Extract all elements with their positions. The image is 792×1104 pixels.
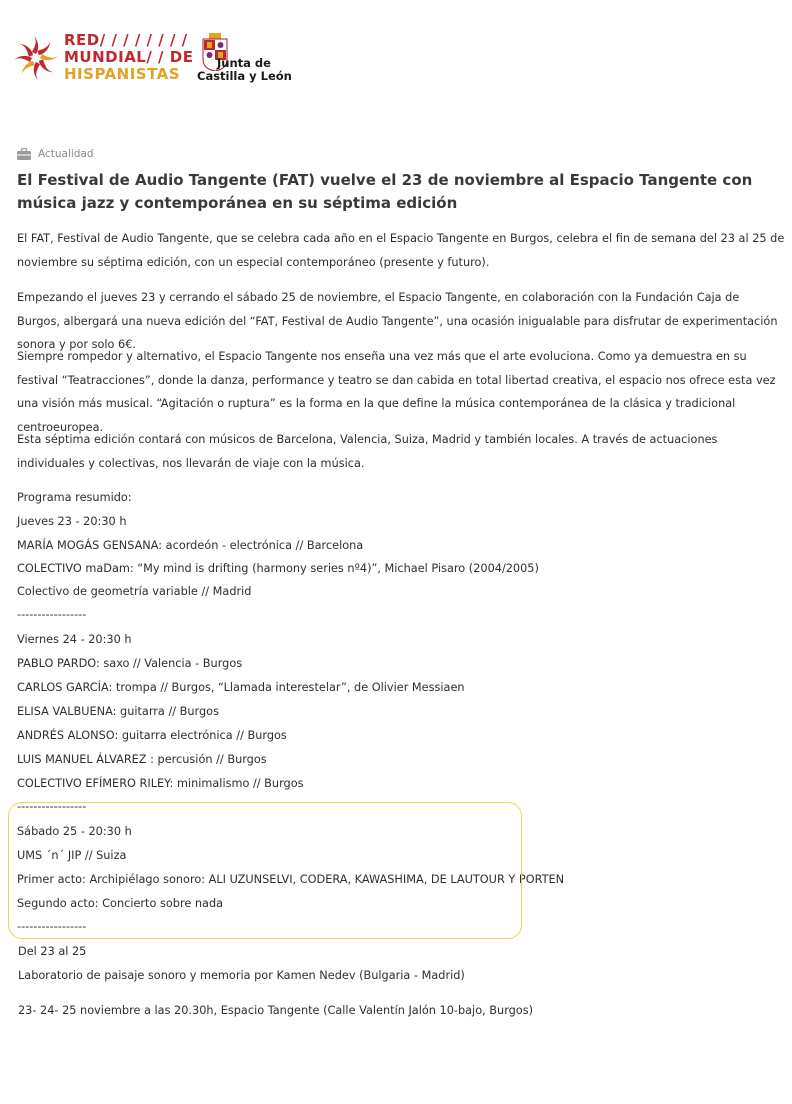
category-label: Actualidad [38,148,94,160]
program-separator: ----------------- [17,920,87,933]
footer-line: Laboratorio de paisaje sonoro y memoria por Kamen Nedev (Bulgaria - Madrid) [18,969,465,982]
program-line: CARLOS GARCÍA: trompa // Burgos, “Llamada interestelar”, de Olivier Messiaen [17,681,465,694]
footer-line: 23- 24- 25 noviembre a las 20.30h, Espacio Tangente (Calle Valentín Jalón 10-bajo, Burgos) [18,1004,534,1017]
program-line: COLECTIVO EFÍMERO RILEY: minimalismo // Burgos [17,777,304,790]
logo-line-3: HISPANISTAS [64,65,181,83]
article-category[interactable] [17,145,94,163]
program-line: ANDRÉS ALONSO: guitarra electrónica // Burgos [17,729,287,742]
logo-line-2: MUNDIAL/ / DE [64,48,194,66]
article-paragraph-4: Esta séptima edición contará con músicos de Barcelona, Valencia, Suiza, Madrid y también locales. A través de actuaciones individuales y colectivas, nos llevarán de viaje con la música. [17,433,718,470]
sun-logo-icon [14,34,58,82]
program-line: Programa resumido: [17,491,132,504]
program-separator: ----------------- [17,800,87,813]
program-line: COLECTIVO maDam: “My mind is drifting (harmony series nº4)”, Michael Pisaro (2004/2005) [17,562,539,575]
briefcase-icon [17,148,31,160]
program-line: MARÍA MOGÁS GENSANA: acordeón - electrónica // Barcelona [17,539,364,552]
footer-line: Del 23 al 25 [18,945,87,958]
program-line: Colectivo de geometría variable // Madrid [17,585,252,598]
program-line: Jueves 23 - 20:30 h [17,515,127,528]
jcyl-line-2: Castilla y León [197,69,292,83]
article-paragraph-1: El FAT, Festival de Audio Tangente, que se celebra cada año en el Espacio Tangente en Burgos, celebra el fin de semana del 23 al 25 de noviembre su séptima edición, con un especial contemporáneo (presente y futuro). [17,232,785,269]
logo-line-1: RED/ / / / / / / / [64,31,188,49]
logo-wordmark [64,32,193,83]
program-line: Sábado 25 - 20:30 h [17,825,132,838]
program-line: ELISA VALBUENA: guitarra // Burgos [17,705,219,718]
program-line: Segundo acto: Concierto sobre nada [17,897,224,910]
junta-castilla-leon-logo[interactable] [197,33,297,87]
program-line: Viernes 24 - 20:30 h [17,633,132,646]
article-paragraph-2: Empezando el jueves 23 y cerrando el sábado 25 de noviembre, el Espacio Tangente, en colaboración con la Fundación Caja de Burgos, albergará una nueva edición del “FAT, Festival de Audio Tangente”, una ocasión inigualable para disfrutar de experimentación sonora y por solo 6€. [17,291,778,351]
red-mundial-hispanistas-logo[interactable] [14,31,194,86]
article-title: El Festival de Audio Tangente (FAT) vuelve el 23 de noviembre al Espacio Tangente con música jazz y contemporánea en su séptima edición [17,171,753,212]
article-paragraph-3: Siempre rompedor y alternativo, el Espacio Tangente nos enseña una vez más que el arte evoluciona. Como ya demuestra en su festival “Teatracciones”, donde la danza, performance y teatro se dan cabida en total libertad creativa, el espacio nos ofrece esta vez una visión más musical. “Agitación o ruptura” es la forma en la que define la música contemporánea de la clásica y tradicional centroeuropea. [17,350,776,434]
program-line: UMS ´n´ JIP // Suiza [17,849,127,862]
jcyl-line-1: Junta de [217,56,271,70]
site-header [0,0,792,110]
program-line: PABLO PARDO: saxo // Valencia - Burgos [17,657,243,670]
program-line: LUIS MANUEL ÁLVAREZ : percusión // Burgos [17,753,267,766]
highlight-box [8,802,522,939]
program-separator: ----------------- [17,608,87,621]
program-line: Primer acto: Archipiélago sonoro: ALI UZUNSELVI, CODERA, KAWASHIMA, DE LAUTOUR Y PORTEN [17,873,565,886]
jcyl-wordmark [197,57,292,83]
